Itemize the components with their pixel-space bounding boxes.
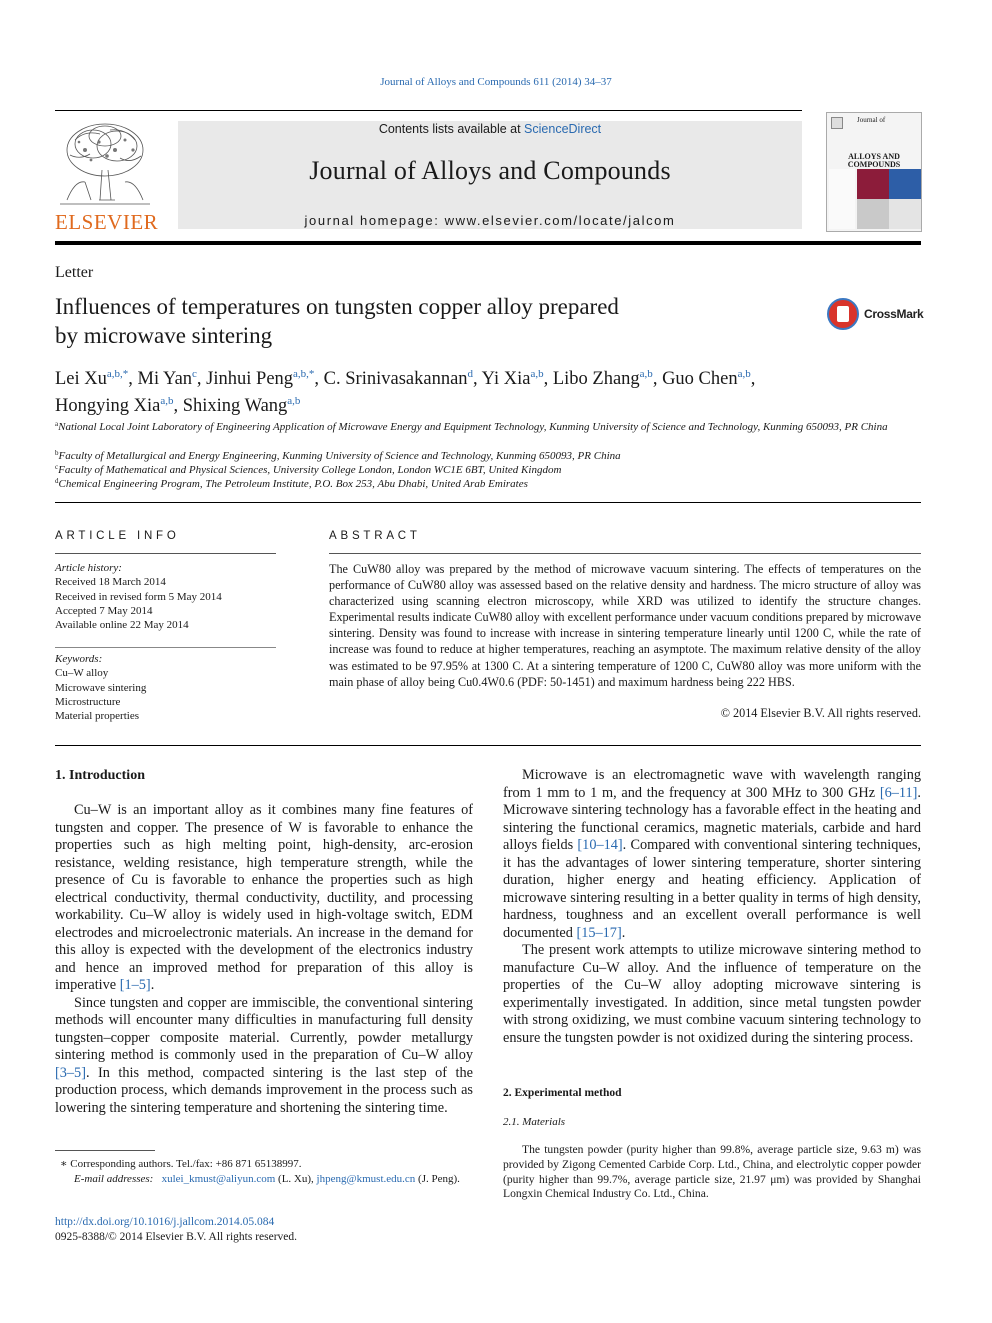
elsevier-wordmark: ELSEVIER (55, 210, 159, 234)
author-affil-marker[interactable]: a,b (530, 368, 544, 380)
intro-column-right (503, 767, 921, 1047)
author-name[interactable]: Shixing Wang (182, 396, 288, 416)
author-affil-marker[interactable]: a,b,* (293, 368, 315, 380)
contents-line (178, 122, 802, 136)
author-name[interactable]: C. Srinivasakannan (323, 369, 468, 389)
paper-title (55, 292, 755, 350)
keywords (55, 652, 276, 723)
author-affil-marker[interactable]: a,b,* (106, 368, 129, 380)
keyword: Microwave sintering (55, 681, 147, 694)
author-affil-marker[interactable]: d (467, 368, 474, 380)
author-name[interactable]: Lei Xu (55, 369, 107, 389)
section-rule (55, 502, 921, 503)
elsevier-tree-logo (55, 120, 155, 208)
article-info-rule (55, 553, 276, 554)
paragraph: The present work attempts to utilize microwave sintering method to manufacture Cu–W alloy. And the influence of temperature on the properties of the Cu–W alloy adopting microwave sintering is experimentally investigated. In addition, since metal tungsten powder with strong oxidizing, we must combine vacuum sintering technology to ensure the tungsten powder is not oxidized during the sintering process. (503, 942, 921, 1046)
history-label: Article history: (55, 562, 122, 574)
section-rule (55, 745, 921, 746)
cover-block (889, 199, 921, 229)
issn-line: 0925-8388/© 2014 Elsevier B.V. All rights reserved. (55, 1231, 298, 1243)
article-type: Letter (55, 264, 94, 281)
abstract-heading: ABSTRACT (329, 530, 421, 542)
journal-cover-thumbnail (826, 112, 922, 232)
journal-homepage[interactable]: journal homepage: www.elsevier.com/locate/jalcom (304, 213, 676, 228)
paragraph: Since tungsten and copper are immiscible, the conventional sintering methods will encounter many difficulties in manufacturing full density tungsten–copper composite material. Currently, powder metallurgy sintering method is commonly used in the preparation of Cu–W alloy [3–5]. In this method, compacted sintering is the last step of the production process, which demands improvement in the process such as lowering the sintering temperature and shortening the sintering time. (55, 994, 473, 1116)
citation-link[interactable]: [6–11] (879, 784, 918, 801)
author-name[interactable]: Yi Xia (481, 369, 531, 389)
email-label: E-mail addresses: (74, 1173, 154, 1185)
corresponding-footnote: ∗ Corresponding authors. Tel./fax: +86 871 65138997. (60, 1158, 302, 1170)
crossmark-icon (827, 298, 859, 330)
article-history (55, 561, 276, 632)
cover-title-large: ALLOYS AND COMPOUNDS (847, 152, 901, 169)
journal-title: Journal of Alloys and Compounds (309, 156, 671, 185)
citation-link[interactable]: [3–5] (55, 1064, 86, 1081)
article-info-heading: ARTICLE INFO (55, 530, 180, 542)
keyword: Material properties (55, 710, 139, 723)
cover-block (857, 169, 889, 199)
journal-citation[interactable]: Journal of Alloys and Compounds 611 (2014) 34–37 (380, 76, 612, 88)
cover-strip (829, 169, 855, 229)
author-name[interactable]: Mi Yan (137, 369, 193, 389)
author-affil-marker[interactable]: c (192, 368, 197, 380)
crossmark-badge[interactable] (827, 298, 923, 334)
citation-link[interactable]: [10–14] (577, 837, 623, 853)
affiliation: $^b$Faculty of Metallurgical and Energy Engineering, Kunming University of Science and Technology, Kunming 650093, PR China (55, 449, 621, 462)
keyword: Cu–W alloy (55, 667, 109, 680)
author-list: Lei $Xu^{a,b,*}$, Mi Yan$^c$, Jinhui Peng$^{a,b,*}$, C. Srinivasakannan$^d$, Yi Xia$^{a,b}$, Libo Zhang$^{a,b}$, Guo Chen$^{a,b}$, Hongying Xia$^{a,b}$, Shixing Wang$^{a,b}$ (55, 368, 756, 416)
email-owner: (L. Xu), (278, 1173, 314, 1185)
affiliation: $^c$Faculty of Mathematical and Physical Sciences, University College London, London WC1E 6BT, United Kingdom (55, 463, 562, 476)
materials-text: The tungsten powder (purity higher than 99.8%, average particle size, 9.63 m) was provided by Zigong Cemented Carbide Corp. Ltd., China, and electrolytic copper powder (purity higher than 99.7%, average particle size, 21.97 μm) was provided by Shanghai Longxin Chemical Industry Co. Ltd., China. (503, 1143, 921, 1201)
author-name[interactable]: Hongying Xia (55, 396, 161, 416)
email-link[interactable]: xulei_kmust@aliyun.com (161, 1173, 276, 1185)
sciencedirect-link[interactable]: ScienceDirect (524, 122, 602, 136)
author-affil-marker[interactable]: a,b (160, 395, 174, 407)
cover-block (857, 199, 889, 229)
intro-column-left (55, 802, 473, 1117)
header-rule (55, 110, 802, 111)
author-name[interactable]: Guo Chen (662, 369, 738, 389)
abstract-copyright: © 2014 Elsevier B.V. All rights reserved. (720, 706, 921, 720)
citation-link[interactable]: [1–5] (119, 977, 151, 993)
author-affil-marker[interactable]: a,b (737, 368, 751, 380)
paper-title-line: by microwave sintering (55, 323, 273, 348)
citation-link[interactable]: [15–17] (576, 924, 622, 941)
author-affil-marker[interactable]: a,b (287, 395, 301, 407)
materials-heading: 2.1. Materials (503, 1116, 566, 1128)
keywords-rule (55, 647, 276, 648)
history-item: Available online 22 May 2014 (55, 619, 189, 632)
affiliation: $^a$National Local Joint Laboratory of Engineering Application of Microwave Energy and Equipment Technology, Kunming University of Science and Technology, Kunming 650093, PR China (55, 420, 888, 433)
keyword: Microstructure (55, 695, 121, 708)
intro-heading: 1. Introduction (55, 768, 145, 783)
crossmark-label: CrossMark (864, 307, 924, 321)
doi-link[interactable]: http://dx.doi.org/10.1016/j.jallcom.2014.05.084 (55, 1216, 275, 1228)
history-item: Accepted 7 May 2014 (55, 604, 153, 617)
paper-title-line: Influences of temperatures on tungsten copper alloy prepared (55, 294, 619, 319)
cover-icon (831, 117, 843, 129)
cover-title-small: Journal of (857, 116, 886, 124)
history-item: Received 18 March 2014 (55, 576, 166, 589)
author-affil-marker[interactable]: a,b (639, 368, 653, 380)
author-name[interactable]: Libo Zhang (552, 369, 640, 389)
email-link[interactable]: jhpeng@kmust.edu.cn (316, 1173, 416, 1185)
abstract-text: The CuW80 alloy was prepared by the method of microwave vacuum sintering. The effects of temperatures on the performance of CuW80 alloy was assessed based on the relative density and hardness. The micro structure of alloy was characterized using scanning electron microscopy, while XRD was utilized to identify the structure changes. Experimental results indicate CuW80 alloy with excellent performance under vacuum conditions prepared by microwave sintering. Density was found to increase with increase in sintering temperature linearly until 1200 C, while the rate of increase was found to reduce at higher temperatures, reaching an asymptote. The maximum relative density of the alloy was estimated to be 97.95% at 1300 C. At a sintering temperature of 1200 C, CuW80 alloy was more uniform with the main phase of alloy being Cu0.4W0.6 (PDF: 50-1451) and maximum hardness being 222 HBS. (329, 562, 921, 689)
materials-column (503, 1143, 921, 1202)
affiliation: $^d$Chemical Engineering Program, The Petroleum Institute, P.O. Box 253, Abu Dhabi, United Arab Emirates (55, 477, 528, 490)
email-owner: (J. Peng). (418, 1173, 460, 1185)
history-item: Received in revised form 5 May 2014 (55, 590, 222, 603)
paragraph: Cu–W is an important alloy as it combines many fine features of tungsten and copper. The presence of W is favorable to enhance the properties such as high melting point, high-density, arc-erosion resistance, welding resistance, high temperature strength, while the presence of Cu is favorable to enhance the properties such as high electrical conductivity, thermal conductivity, ductility, and processing workability. Cu–W alloy is widely used in high-voltage switch, EDM electrodes and microelectronic materials. An increase in the demand for this alloy is expected with the development of the electronics industry and hence an improved method for preparation of this alloy is imperative [1–5]. (55, 802, 473, 993)
cover-block (889, 169, 921, 199)
contents-prefix: Contents lists available at (378, 122, 525, 136)
methods-heading: 2. Experimental method (503, 1087, 622, 1099)
abstract-rule (329, 553, 921, 554)
email-footnote (55, 1172, 473, 1187)
paragraph: Microwave is an electromagnetic wave with wavelength ranging from 1 mm to 1 m, and the frequency at 300 MHz to 300 GHz [6–11]. Microwave sintering technology has a favorable effect in the heating and sintering the functional ceramics, magnetic materials, carbide and hard alloys fields [10–14]. Compared with conventional sintering techniques, it has the advantages of lower sintering temperature, shorter sintering duration, higher energy and heating efficiency. Application of microwave sintering resulting in a better quality in terms of high density, hardness, toughness and an excellent overall performance is well documented [15–17]. (503, 767, 922, 941)
header-thick-rule (55, 241, 921, 245)
author-name[interactable]: Jinhui Peng (206, 369, 294, 389)
footnote-rule (55, 1150, 155, 1151)
keywords-label: Keywords: (55, 653, 103, 665)
